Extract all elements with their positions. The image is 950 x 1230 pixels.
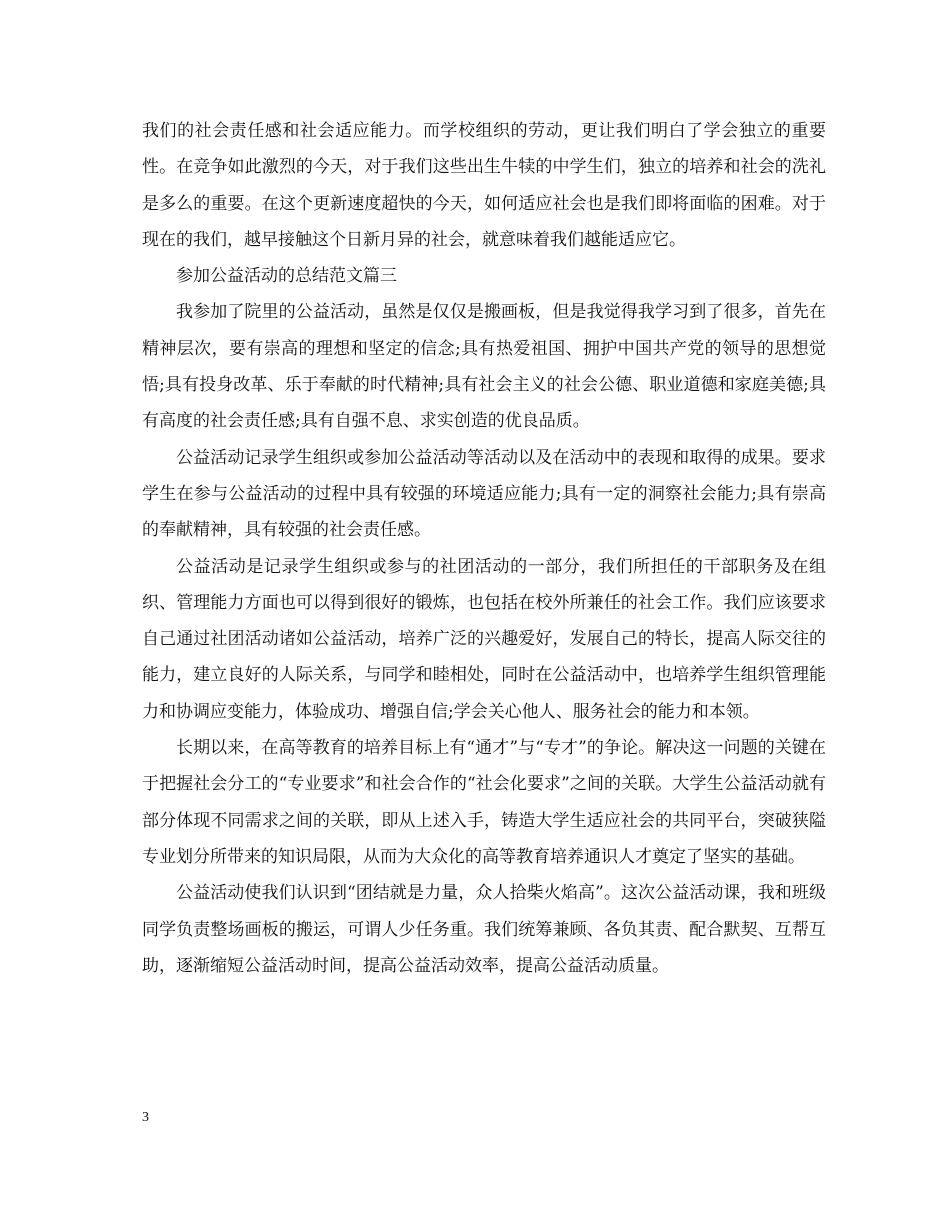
page-number: 3 [142, 1110, 149, 1125]
document-body [142, 113, 826, 984]
paragraph-3: 公益活动记录学生组织或参加公益活动等活动以及在活动中的表现和取得的成果。要求学生在参与公益活动的过程中具有较强的环境适应能力;具有一定的洞察社会能力;具有崇高的奉献精神，具有较强的社会责任感。 [142, 447, 826, 541]
paragraph-6: 公益活动使我们认识到“团结就是力量，众人拾柴火焰高”。这次公益活动课，我和班级同学负责整场画板的搬运，可谓人少任务重。我们统筹兼顾、各负其责、配合默契、互帮互助，逐渐缩短公益活动时间，提高公益活动效率，提高公益活动质量。 [142, 883, 826, 976]
paragraph-2: 我参加了院里的公益活动，虽然是仅仅是搬画板，但是我觉得我学习到了很多，首先在精神层次，要有崇高的理想和坚定的信念;具有热爱祖国、拥护中国共产党的领导的思想觉悟;具有投身改革、乐于奉献的时代精神;具有社会主义的社会公德、职业道德和家庭美德;具有高度的社会责任感;具有自强不息、求实创造的优良品质。 [142, 302, 826, 432]
section-heading: 参加公益活动的总结范文篇三 [176, 266, 397, 287]
paragraph-5: 长期以来，在高等教育的培养目标上有“通才”与“专才”的争论。解决这一问题的关键在于把握社会分工的“专业要求”和社会合作的“社会化要求”之间的关联。大学生公益活动就有部分体现不同需求之间的关联，即从上述入手，铸造大学生适应社会的共同平台，突破狭隘专业划分所带来的知识局限，从而为大众化的高等教育培养通识人才奠定了坚实的基础。 [142, 738, 826, 867]
paragraph-4: 公益活动是记录学生组织或参与的社团活动的一部分，我们所担任的干部职务及在组织、管理能力方面也可以得到很好的锻炼，也包括在校外所兼任的社会工作。我们应该要求自己通过社团活动诸如公益活动，培养广泛的兴趣爱好，发展自己的特长，提高人际交往的能力，建立良好的人际关系，与同学和睦相处，同时在公益活动中，也培养学生组织管理能力和协调应变能力，体验成功、增强自信;学会关心他人、服务社会的能力和本领。 [142, 556, 826, 722]
paragraph-1: 我们的社会责任感和社会适应能力。而学校组织的劳动，更让我们明白了学会独立的重要性。在竞争如此激烈的今天，对于我们这些出生牛犊的中学生们，独立的培养和社会的洗礼是多么的重要。在这个更新速度超快的今天，如何适应社会也是我们即将面临的困难。对于现在的我们，越早接触这个日新月异的社会，就意味着我们越能适应它。 [142, 121, 826, 250]
